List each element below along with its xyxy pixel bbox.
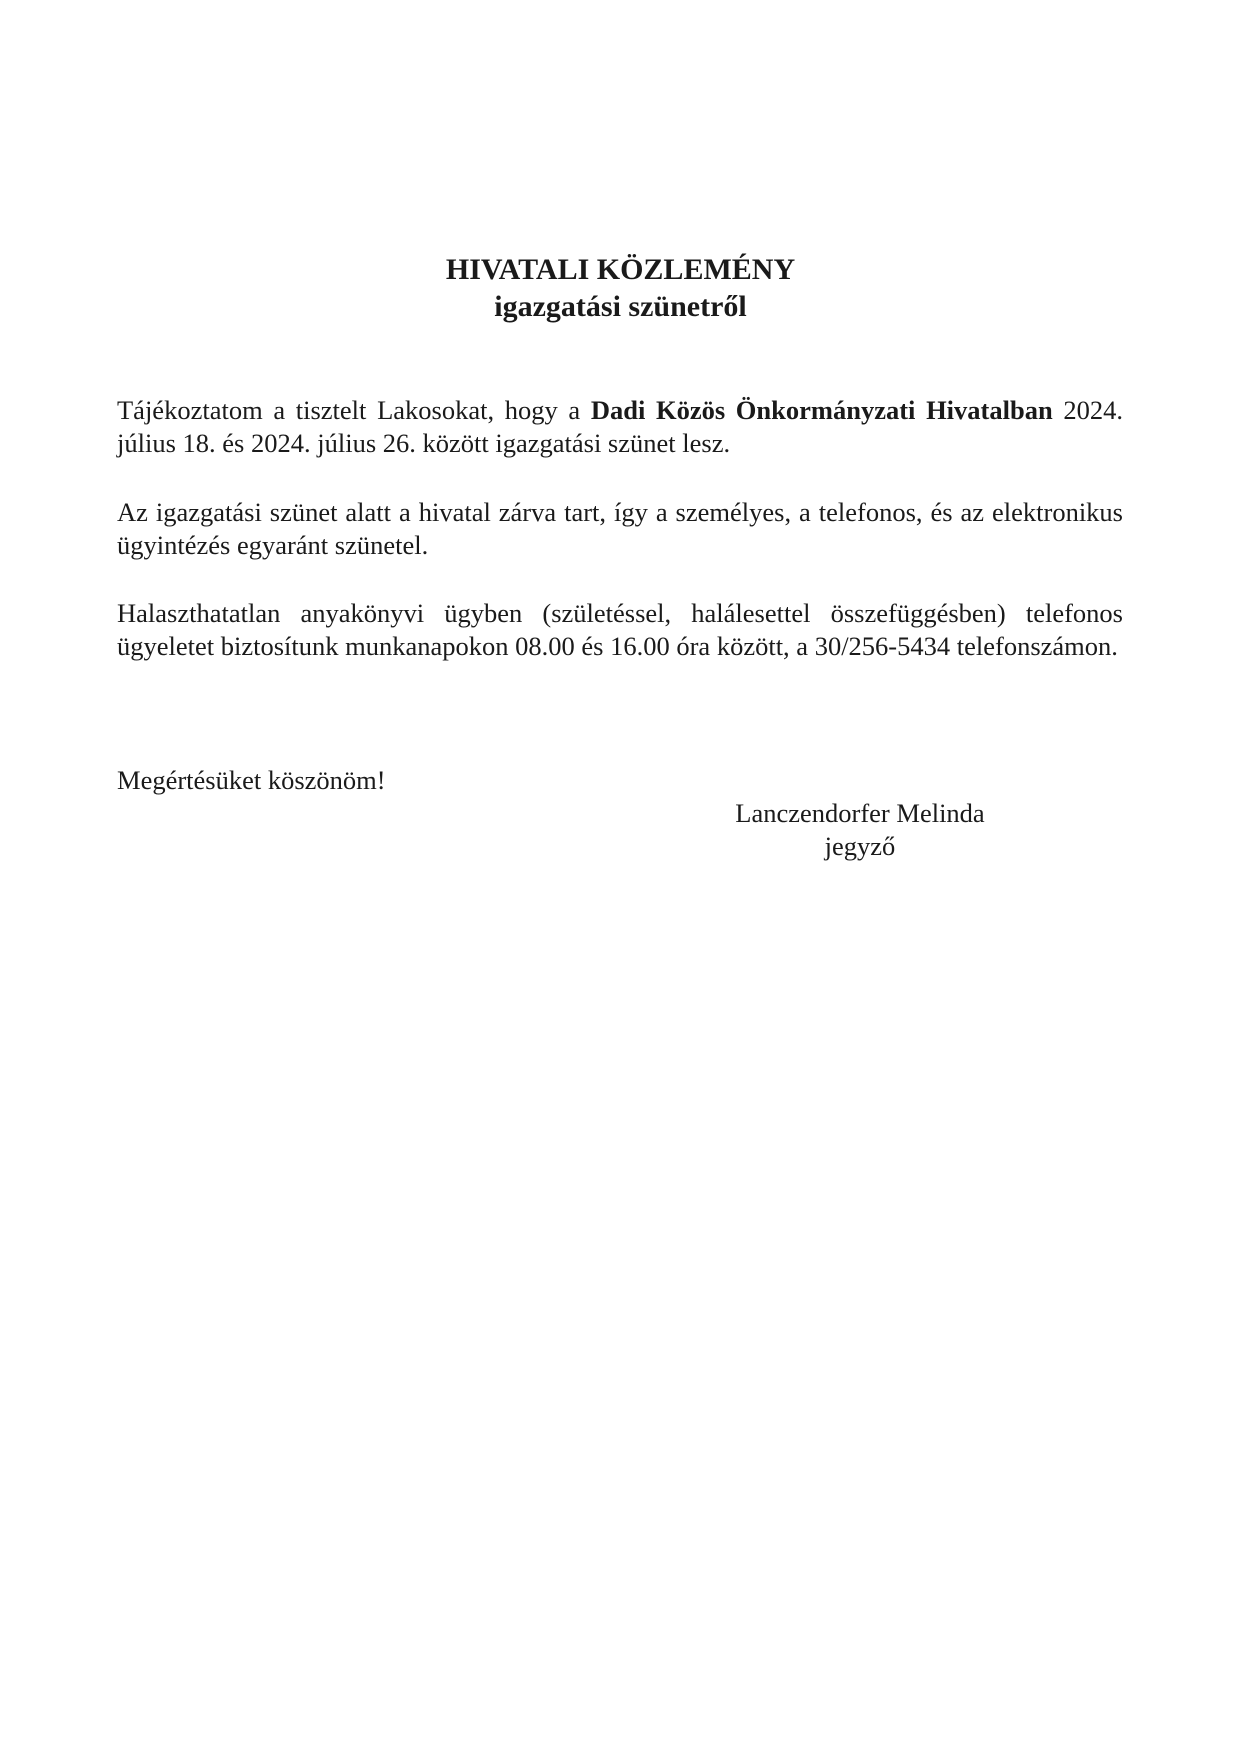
office-name: Dadi Közös Önkormányzati Hivatalban [590,395,1053,425]
paragraph-emergency-contact: Halaszthatatlan anyakönyvi ügyben (születéssel, halálesettel összefüggésben) telefonos ügyeletet biztosítunk munkanapokon 08.00 és 16.00 óra között, a 30/256-5434 telefonszámon. [117,598,1123,661]
paragraph-announcement-intro: Tájékoztatom a tisztelt Lakosokat, hogy a [117,395,591,425]
signatory-name: Lanczendorfer Melinda [735,798,985,828]
signature-block [700,797,1020,863]
paragraph-announcement [117,394,1123,460]
paragraph-announcement-dates: 2024. július 18. és 2024. július 26. között igazgatási szünet lesz. [117,395,1123,458]
notice-subtitle: igazgatási szünetről [494,290,747,323]
signatory-role: jegyző [824,831,896,861]
notice-title: HIVATALI KÖZLEMÉNY [445,253,796,286]
paragraph-closure-info: Az igazgatási szünet alatt a hivatal zárva tart, így a személyes, a telefonos, és az elektronikus ügyintézés egyaránt szünetel. [117,497,1123,560]
closing-thanks: Megértésüket köszönöm! [117,765,386,795]
